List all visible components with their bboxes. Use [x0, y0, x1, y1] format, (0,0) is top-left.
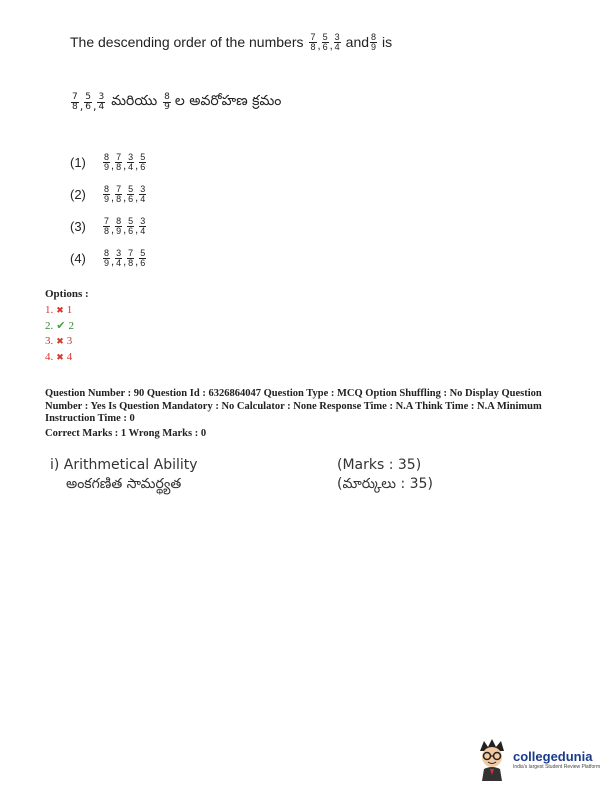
fraction: $\frac{8}{9}$	[104, 247, 110, 268]
fraction: $\frac{5}{6}$	[128, 183, 134, 204]
section-marks-telugu: (మార్కులు : 35)	[337, 476, 433, 492]
fraction: $\frac{7}{8}$	[72, 92, 78, 112]
fraction: $\frac{5}{6}$	[85, 92, 91, 112]
fraction: $\frac{7}{8}$	[104, 215, 110, 236]
option-label: (2)	[70, 186, 86, 202]
fraction: $\frac{7}{8}$	[310, 31, 316, 52]
fraction: $\frac{8}{9}$	[104, 183, 110, 204]
marks-info: Correct Marks : 1 Wrong Marks : 0	[45, 428, 207, 439]
fraction: $\frac{3}{4}$	[334, 31, 340, 52]
section-title-english: i) Arithmetical Ability	[50, 457, 198, 473]
option-row-3: (3) $\frac{7}{8}$ , $\frac{8}{9}$ , $\frac{5}{6}$ , $\frac{3}{4}$	[70, 215, 146, 236]
cross-icon: ✖	[56, 304, 64, 315]
mascot-icon	[474, 737, 510, 781]
answer-item-correct: 2. ✔ 2	[45, 319, 74, 332]
section-marks-english: (Marks : 35)	[337, 457, 422, 473]
fraction: $\frac{7}{8}$	[116, 183, 122, 204]
question-telugu: $\frac{7}{8}$ , $\frac{5}{6}$ , $\frac{3}{4}$ మరియు $\frac{8}{9}$ ల అవరోహణ క్రమం	[72, 92, 282, 113]
option-label: (3)	[70, 218, 86, 234]
answer-item: 4. ✖ 4	[45, 351, 73, 363]
fraction: $\frac{3}{4}$	[128, 151, 134, 172]
option-label: (4)	[70, 250, 86, 266]
fraction: $\frac{5}{6}$	[322, 31, 328, 52]
option-row-4: (4) $\frac{8}{9}$ , $\frac{3}{4}$ , $\frac{7}{8}$ , $\frac{5}{6}$	[70, 247, 146, 268]
fraction: $\frac{8}{9}$	[104, 151, 110, 172]
logo-subtitle: India's largest Student Review Platform	[513, 763, 601, 770]
question-te-suffix: ల అవరోహణ క్రమం	[174, 93, 282, 109]
logo-title: collegedunia	[513, 748, 593, 764]
collegedunia-logo	[474, 736, 606, 782]
question-english: The descending order of the numbers $\frac{7}{8}$ , $\frac{5}{6}$ , $\frac{3}{4}$ and $\frac{8}{9}$ is	[70, 31, 393, 52]
checkmark-icon: ✔	[56, 320, 66, 332]
fraction: $\frac{5}{6}$	[140, 151, 146, 172]
answer-item: 3. ✖ 3	[45, 335, 73, 347]
cross-icon: ✖	[56, 351, 64, 362]
fraction: $\frac{5}{6}$	[128, 215, 134, 236]
option-row-2: (2) $\frac{8}{9}$ , $\frac{7}{8}$ , $\frac{5}{6}$ , $\frac{3}{4}$	[70, 183, 146, 204]
fraction: $\frac{3}{4}$	[140, 183, 146, 204]
fraction: $\frac{8}{9}$	[371, 31, 377, 52]
options-heading: Options :	[45, 288, 89, 300]
question-metadata: Question Number : 90 Question Id : 6326864047 Question Type : MCQ Option Shuffling : No Display Question Number : Yes Is Question Mandatory : No Calculator : None Response Time : N.A Think Time : N.A Minimum Instruction Time : 0	[45, 388, 542, 424]
fraction: $\frac{7}{8}$	[128, 247, 134, 268]
question-te-mid: మరియు	[111, 93, 158, 109]
cross-icon: ✖	[56, 335, 64, 346]
answer-item: 1. ✖ 1	[45, 304, 73, 316]
fraction: $\frac{3}{4}$	[140, 215, 146, 236]
fraction: $\frac{8}{9}$	[164, 92, 170, 112]
question-en-and: and	[345, 34, 370, 50]
option-row-1: (1) $\frac{8}{9}$ , $\frac{7}{8}$ , $\frac{3}{4}$ , $\frac{5}{6}$	[70, 151, 146, 172]
option-label: (1)	[70, 154, 86, 170]
question-en-prefix: The descending order of the numbers	[70, 34, 304, 50]
fraction: $\frac{3}{4}$	[116, 247, 122, 268]
question-en-suffix: is	[382, 34, 393, 50]
fraction: $\frac{5}{6}$	[140, 247, 146, 268]
fraction: $\frac{8}{9}$	[116, 215, 122, 236]
section-title-telugu: అంకగణిత సామర్థ్యత	[66, 476, 182, 492]
fraction: $\frac{7}{8}$	[116, 151, 122, 172]
fraction: $\frac{3}{4}$	[98, 92, 105, 112]
